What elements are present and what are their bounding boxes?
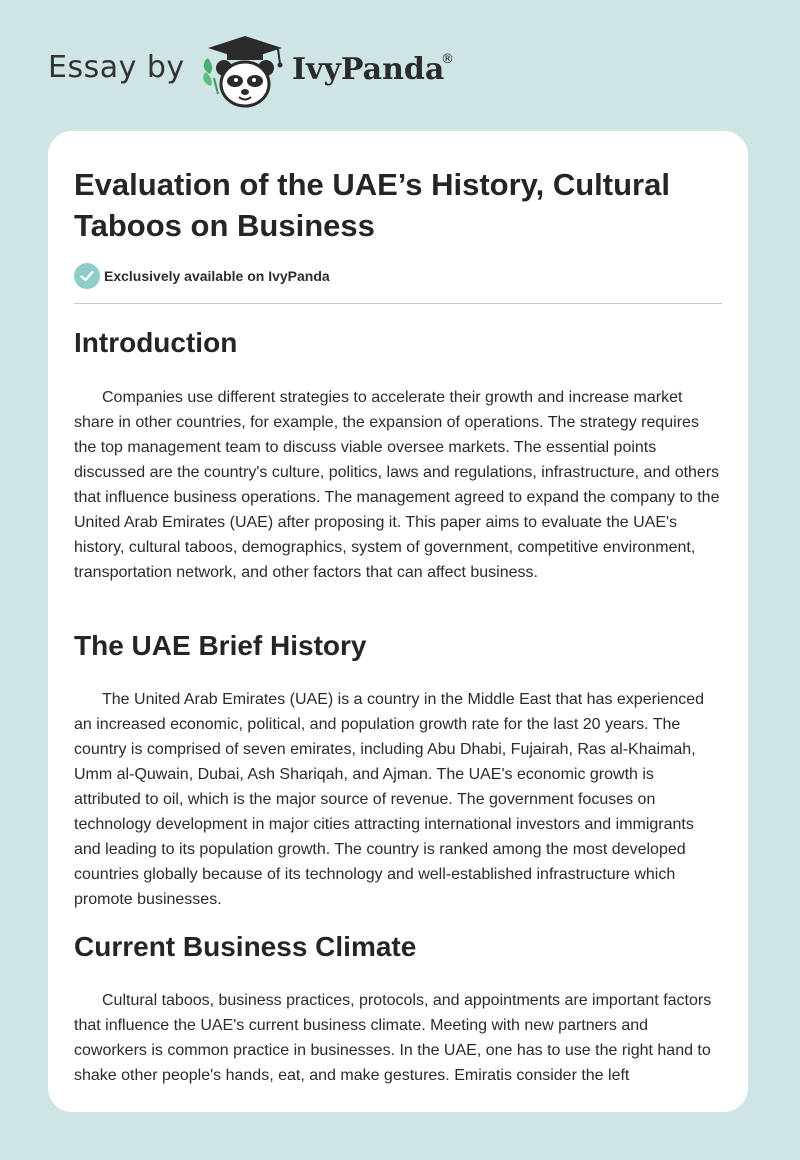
site-header: [0, 0, 800, 130]
panda-graduate-logo-icon[interactable]: [200, 34, 290, 110]
brand-name[interactable]: IvyPanda: [292, 52, 445, 87]
divider: [74, 303, 722, 304]
section-heading-history: The UAE Brief History: [74, 630, 367, 661]
section-paragraph-business-climate: Cultural taboos, business practices, protocols, and appointments are important factors that influence the UAE's current business climate. Meeting with new partners and coworkers is common practice in businesses. In the UAE, one has to use the right hand to shake other people's hands, eat, and make gestures. Emiratis consider the left: [74, 992, 712, 1084]
section-paragraph-introduction: Companies use different strategies to accelerate their growth and increase market share in other countries, for example, the expansion of operations. The strategy requires the top management team to discuss viable oversee markets. The essential points discussed are the country's culture, politics, laws and regulations, infrastructure, and others that influence business operations. The management agreed to expand the company to the United Arab Emirates (UAE) after proposing it. This paper aims to evaluate the UAE's history, cultural taboos, demographics, system of government, competitive environment, transportation network, and other factors that can affect business.: [74, 389, 720, 581]
exclusive-text: Exclusively available on IvyPanda: [104, 268, 330, 284]
section-paragraph-history: The United Arab Emirates (UAE) is a country in the Middle East that has experienced an increased economic, political, and population growth rate for the last 20 years. The country is comprised of seven emirates, including Abu Dhabi, Fujairah, Ras al-Khaimah, Umm al-Quwain, Dubai, Ash Shariqah, and Ajman. The UAE's economic growth is attributed to oil, which is the major source of revenue. The government focuses on technology development in major cities attracting international investors and immigrants and leading to its population growth. The country is ranked among the most developed countries globally because of its technology and well-established infrastructure which promote businesses.: [74, 691, 705, 908]
essay-card: [48, 131, 748, 1112]
section-heading-introduction: Introduction: [74, 327, 238, 358]
essay-title: Evaluation of the UAE’s History, Cultural Taboos on Business: [74, 167, 670, 243]
check-circle-icon: [74, 263, 100, 289]
section-heading-business-climate: Current Business Climate: [74, 931, 417, 962]
essay-by-label: Essay by: [48, 50, 185, 85]
registered-mark: ®: [441, 52, 454, 67]
